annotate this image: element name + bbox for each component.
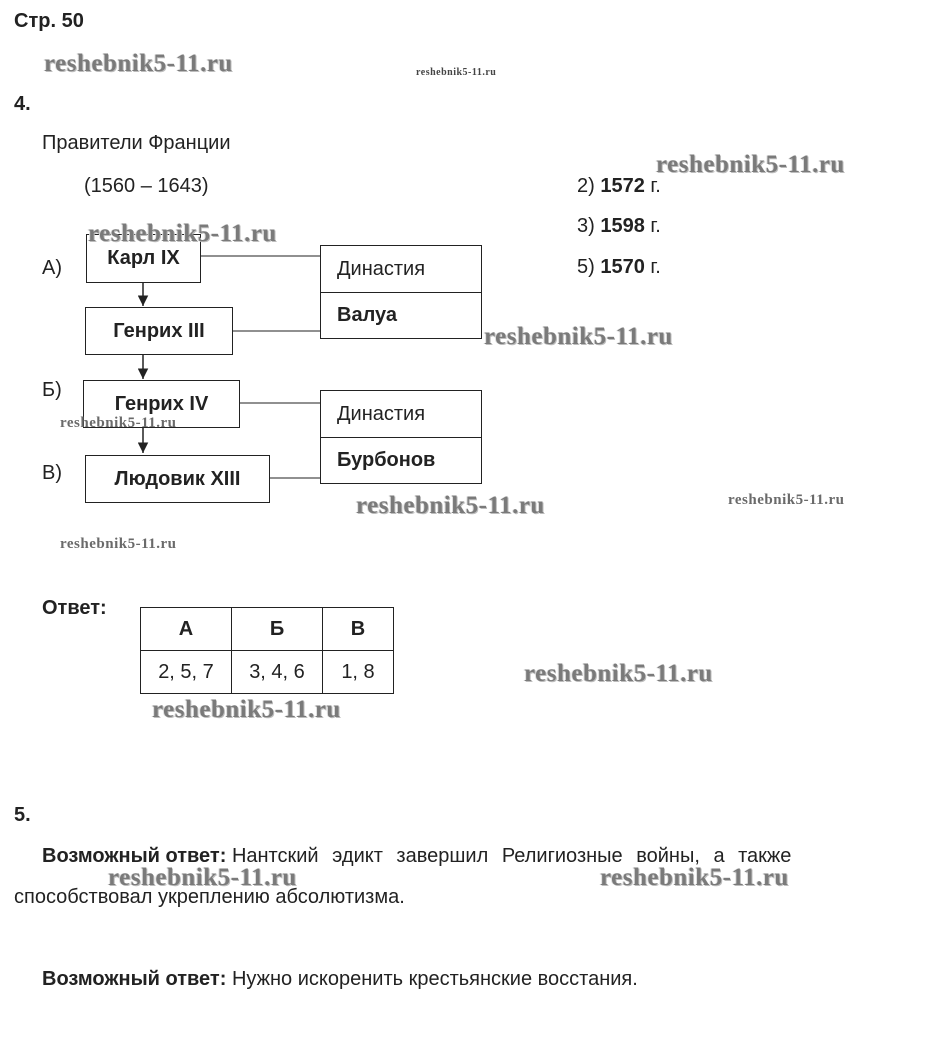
ruler-name: Карл IX <box>107 247 180 269</box>
watermark: reshebnik5-11.ru <box>524 660 713 687</box>
date-suffix: г. <box>650 256 661 278</box>
date-item <box>577 215 661 238</box>
answer-header-b: Б <box>232 608 323 651</box>
ruler-box-louis-xiii <box>85 455 270 503</box>
ruler-name: Генрих IV <box>114 392 209 415</box>
dynasty-valois-name <box>320 292 482 339</box>
date-year: 1570 <box>600 256 645 278</box>
answer2-label: Возможный ответ: <box>42 968 227 990</box>
task4-period: (1560 – 1643) <box>84 175 209 197</box>
answer-value-b: 3, 4, 6 <box>232 651 323 694</box>
date-suffix: г. <box>650 175 661 197</box>
date-item <box>577 256 661 279</box>
date-num: 3) <box>577 215 595 237</box>
watermark: reshebnik5-11.ru <box>60 415 177 431</box>
watermark: reshebnik5-11.ru <box>600 864 789 891</box>
watermark: reshebnik5-11.ru <box>152 696 341 723</box>
watermark: reshebnik5-11.ru <box>484 323 673 350</box>
dynasty-bourbon-name <box>320 437 482 484</box>
page-label: Стр. 50 <box>14 10 84 32</box>
date-year: 1598 <box>600 215 645 237</box>
date-year: 1572 <box>600 175 645 197</box>
dynasty-name: Валуа <box>337 304 397 326</box>
row-label-a: А) <box>42 257 62 279</box>
dynasty-bourbon-label <box>320 390 482 438</box>
dynasty-valois-label <box>320 245 482 293</box>
watermark: reshebnik5-11.ru <box>356 492 545 519</box>
answer-header-row <box>141 608 394 651</box>
task4-number: 4. <box>14 93 31 115</box>
dynasty-word: Династия <box>337 257 426 280</box>
row-label-v: В) <box>42 462 62 484</box>
task5-number: 5. <box>14 804 31 826</box>
watermark: reshebnik5-11.ru <box>416 67 497 78</box>
answer2-text: Нужно искоренить крестьянские восстания. <box>231 968 638 990</box>
watermark: reshebnik5-11.ru <box>108 864 297 891</box>
answer1-text: Нантский эдикт завершил Религиозные войны, а также <box>231 845 792 867</box>
dynasty-word: Династия <box>337 402 426 425</box>
answer-label: Ответ: <box>42 597 107 619</box>
ruler-name: Генрих III <box>113 319 205 342</box>
date-num: 2) <box>577 175 595 197</box>
watermark: reshebnik5-11.ru <box>88 220 277 247</box>
watermark: reshebnik5-11.ru <box>656 151 845 178</box>
dynasty-name: Бурбонов <box>337 449 436 471</box>
answer-value-a: 2, 5, 7 <box>141 651 232 694</box>
answer-table <box>140 607 394 694</box>
answer1-label: Возможный ответ: <box>42 845 227 867</box>
date-item <box>577 175 661 198</box>
task4-title: Правители Франции <box>42 132 231 154</box>
watermark: reshebnik5-11.ru <box>44 50 233 77</box>
date-suffix: г. <box>650 215 661 237</box>
answer-header-a: А <box>141 608 232 651</box>
watermark: reshebnik5-11.ru <box>728 492 845 508</box>
task5-answer2 <box>42 968 638 991</box>
task5-answer1-line2: способствовал укреплению абсолютизма. <box>14 886 405 908</box>
answer-values-row <box>141 651 394 694</box>
answer-value-v: 1, 8 <box>323 651 394 694</box>
date-num: 5) <box>577 256 595 278</box>
ruler-box-henri-iii <box>85 307 233 355</box>
row-label-b: Б) <box>42 379 62 401</box>
answer-header-v: В <box>323 608 394 651</box>
ruler-name: Людовик XIII <box>114 467 241 490</box>
watermark: reshebnik5-11.ru <box>60 536 177 552</box>
